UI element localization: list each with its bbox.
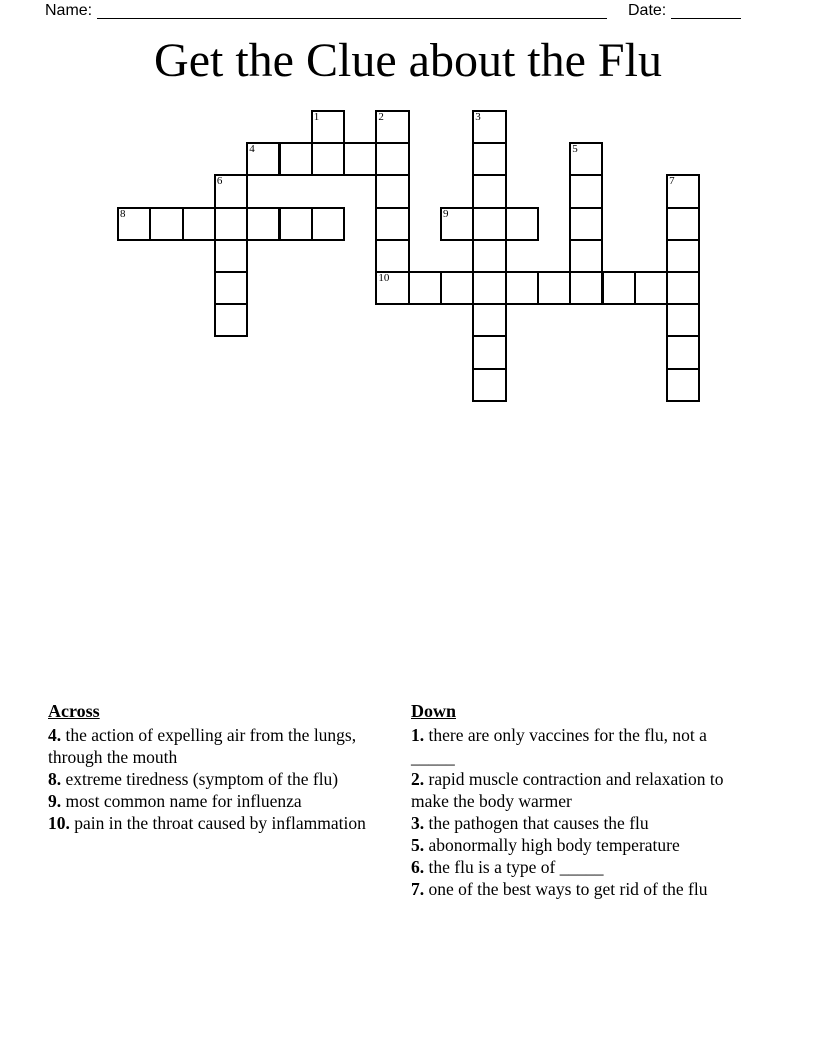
grid-cell: [214, 303, 248, 337]
clue-3: 3. the pathogen that causes the flu: [411, 813, 649, 833]
cell-number: 6: [216, 175, 223, 188]
grid-cell-9: [440, 207, 474, 241]
grid-cell-2: [375, 110, 409, 144]
clue-2: 2. rapid muscle contraction and relaxation to make the body warmer: [411, 769, 724, 811]
grid-cell: [666, 271, 700, 305]
grid-cell: [214, 271, 248, 305]
grid-cell: [569, 271, 603, 305]
cell-number: 10: [378, 272, 390, 284]
cell-number: 3: [475, 111, 481, 123]
cell-number: 2: [378, 111, 384, 123]
grid-cell: [472, 335, 506, 369]
grid-cell: [666, 335, 700, 369]
name-blank-line: [97, 18, 607, 19]
grid-cell: [472, 174, 506, 208]
across-clues-list: [48, 724, 368, 834]
grid-cell-8: [117, 207, 151, 241]
grid-cell: [505, 271, 539, 305]
down-clues-list: [411, 724, 741, 900]
cell-number: 4: [249, 143, 255, 156]
grid-cell: [666, 207, 700, 241]
grid-cell: [375, 239, 409, 273]
grid-cell: [537, 271, 571, 305]
grid-cell: [472, 303, 506, 337]
grid-cell: [375, 174, 409, 208]
clue-number: 7.: [411, 879, 425, 899]
grid-cell-5: [569, 142, 603, 176]
grid-cell-10: [375, 271, 409, 305]
grid-cell: [666, 368, 700, 402]
grid-cell: [666, 303, 700, 337]
clue-number: 9.: [48, 791, 62, 811]
clue-7: 7. one of the best ways to get rid of the flu: [411, 879, 708, 899]
grid-cell: [149, 207, 183, 241]
clue-9: 9. most common name for influenza: [48, 791, 302, 811]
grid-cell: [375, 207, 409, 241]
grid-cell: [375, 142, 409, 176]
clue-number: 6.: [411, 857, 425, 877]
date-blank-line: [671, 18, 741, 19]
grid-cell: [408, 271, 442, 305]
grid-cell: [440, 271, 474, 305]
grid-cell: [343, 142, 377, 176]
cell-number: 7: [669, 175, 675, 188]
grid-cell: [602, 271, 636, 305]
grid-cell: [666, 239, 700, 273]
grid-cell-6: [214, 174, 248, 208]
grid-cell: [279, 207, 313, 241]
clue-number: 3.: [411, 813, 425, 833]
grid-cell: [214, 207, 248, 241]
down-clues-section: [411, 700, 741, 900]
grid-cell: [472, 271, 506, 305]
grid-cell-7: [666, 174, 700, 208]
cell-number: 1: [313, 111, 320, 123]
grid-cell: [182, 207, 216, 241]
across-heading: Across: [48, 701, 100, 721]
clue-number: 4.: [48, 725, 62, 745]
cell-number: 8: [120, 207, 126, 220]
clue-5: 5. abonormally high body temperature: [411, 835, 680, 855]
grid-cell: [634, 271, 668, 305]
clue-4: 4. the action of expelling air from the lungs, through the mouth: [48, 725, 357, 767]
grid-cell: [569, 174, 603, 208]
grid-cell-3: [472, 110, 506, 144]
grid-cell: [311, 207, 345, 241]
grid-cell: [472, 142, 506, 176]
grid-cell: [569, 207, 603, 241]
grid-cell-4: [246, 142, 280, 176]
clue-number: 10.: [48, 813, 70, 833]
grid-cell: [569, 239, 603, 273]
clue-8: 8. extreme tiredness (symptom of the flu): [48, 769, 339, 789]
grid-cell: [472, 239, 506, 273]
clue-6: 6. the flu is a type of _____: [411, 857, 604, 877]
cell-number: 5: [572, 143, 578, 156]
clue-number: 5.: [411, 835, 425, 855]
grid-cell: [311, 142, 345, 176]
clue-number: 8.: [48, 769, 62, 789]
clue-10: 10. pain in the throat caused by inflammation: [48, 813, 366, 833]
down-heading: Down: [411, 701, 457, 721]
grid-cell: [246, 207, 280, 241]
across-clues-section: [48, 700, 368, 834]
page-title: Get the Clue about the Flu: [154, 34, 662, 87]
grid-cell-1: [311, 110, 345, 144]
grid-cell: [472, 368, 506, 402]
clue-number: 2.: [411, 769, 425, 789]
date-label: Date:: [628, 2, 667, 19]
grid-cell: [214, 239, 248, 273]
clue-1: 1. there are only vaccines for the flu, not a _____: [411, 725, 707, 767]
clue-number: 1.: [411, 725, 425, 745]
grid-cell: [279, 142, 313, 176]
grid-cell: [472, 207, 506, 241]
name-label: Name:: [45, 2, 93, 19]
cell-number: 9: [443, 207, 449, 220]
grid-cell: [505, 207, 539, 241]
